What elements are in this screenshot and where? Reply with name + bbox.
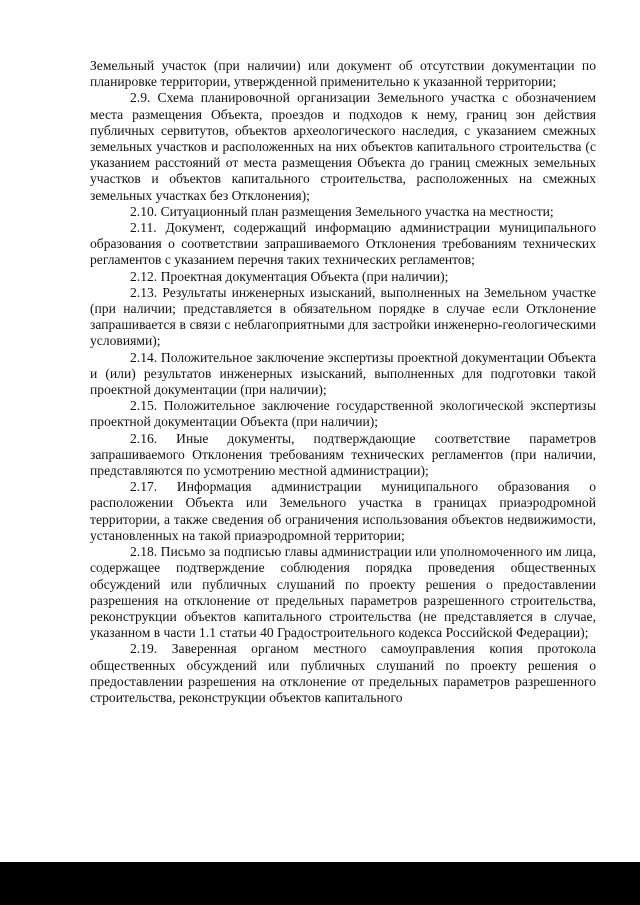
paragraph-2-18: 2.18. Письмо за подписью главы администрации или уполномоченного им лица, содержащее подтверждение соблюдения порядка проведения общественных обсуждений или публичных слушаний по проекту решения о предоставлении разрешения на отклонение от предельных параметров разрешенного строительства, реконструкции объектов капитального строительства (не представляется в случае, указанном в части 1.1 статьи 40 Градостроительного кодекса Российской Федерации); (90, 544, 596, 641)
paragraph-2-15: 2.15. Положительное заключение государственной экологической экспертизы проектной документации Объекта (при наличии); (90, 398, 596, 430)
paragraph-land-plot: Земельный участок (при наличии) или документ об отсутствии документации по планировке территории, утвержденной применительно к указанной территории; (90, 58, 596, 90)
bottom-black-bar (0, 862, 640, 905)
paragraph-2-12: 2.12. Проектная документация Объекта (при наличии); (130, 268, 449, 284)
paragraph-2-16: 2.16. Иные документы, подтверждающие соответствие параметров запрашиваемого Отклонения требованиям технических регламентов (при наличии, представляются по усмотрению местной администрации); (90, 430, 596, 479)
paragraph-2-11: 2.11. Документ, содержащий информацию администрации муниципального образования о соответствии запрашиваемого Отклонения требованиям технических регламентов с указанием перечня таких технических регламентов; (90, 220, 596, 268)
paragraph-2-13: 2.13. Результаты инженерных изысканий, выполненных на Земельном участке (при наличии; представляется в обязательном порядке в случае если Отклонение запрашивается в связи с неблагоприятными для застройки инженерно-геологическими условиями); (90, 284, 596, 349)
paragraph-2-17: 2.17. Информация администрации муниципального образования о расположении Объекта или Земельного участка в границах приаэродромной территории, а также сведения об ограничения использования объектов недвижимости, установленных на такой приаэродромной территории; (90, 479, 596, 543)
paragraph-2-9: 2.9. Схема планировочной организации Земельного участка с обозначением места размещения Объекта, проездов и подходов к нему, границ зон действия публичных сервитутов, объектов археологического наследия, с указанием смежных земельных участков и расположенных на них объектов капитального строительства (с указанием расстояний от места размещения Объекта до границ смежных земельных участков и объектов капитального строительства, расположенных на смежных земельных участках без Отклонения); (90, 90, 596, 203)
paragraph-2-14: 2.14. Положительное заключение экспертизы проектной документации Объекта и (или) результатов инженерных изысканий, выполненных для подготовки такой проектной документации (при наличии); (90, 349, 596, 398)
document-body (90, 58, 596, 706)
paragraph-2-10: 2.10. Ситуационный план размещения Земельного участка на местности; (130, 203, 554, 219)
paragraph-2-19: 2.19. Заверенная органом местного самоуправления копия протокола общественных обсуждений или публичных слушаний по проекту решения о предоставлении разрешения на отклонение от предельных параметров разрешенного строительства, реконструкции объектов капитального (90, 641, 596, 705)
